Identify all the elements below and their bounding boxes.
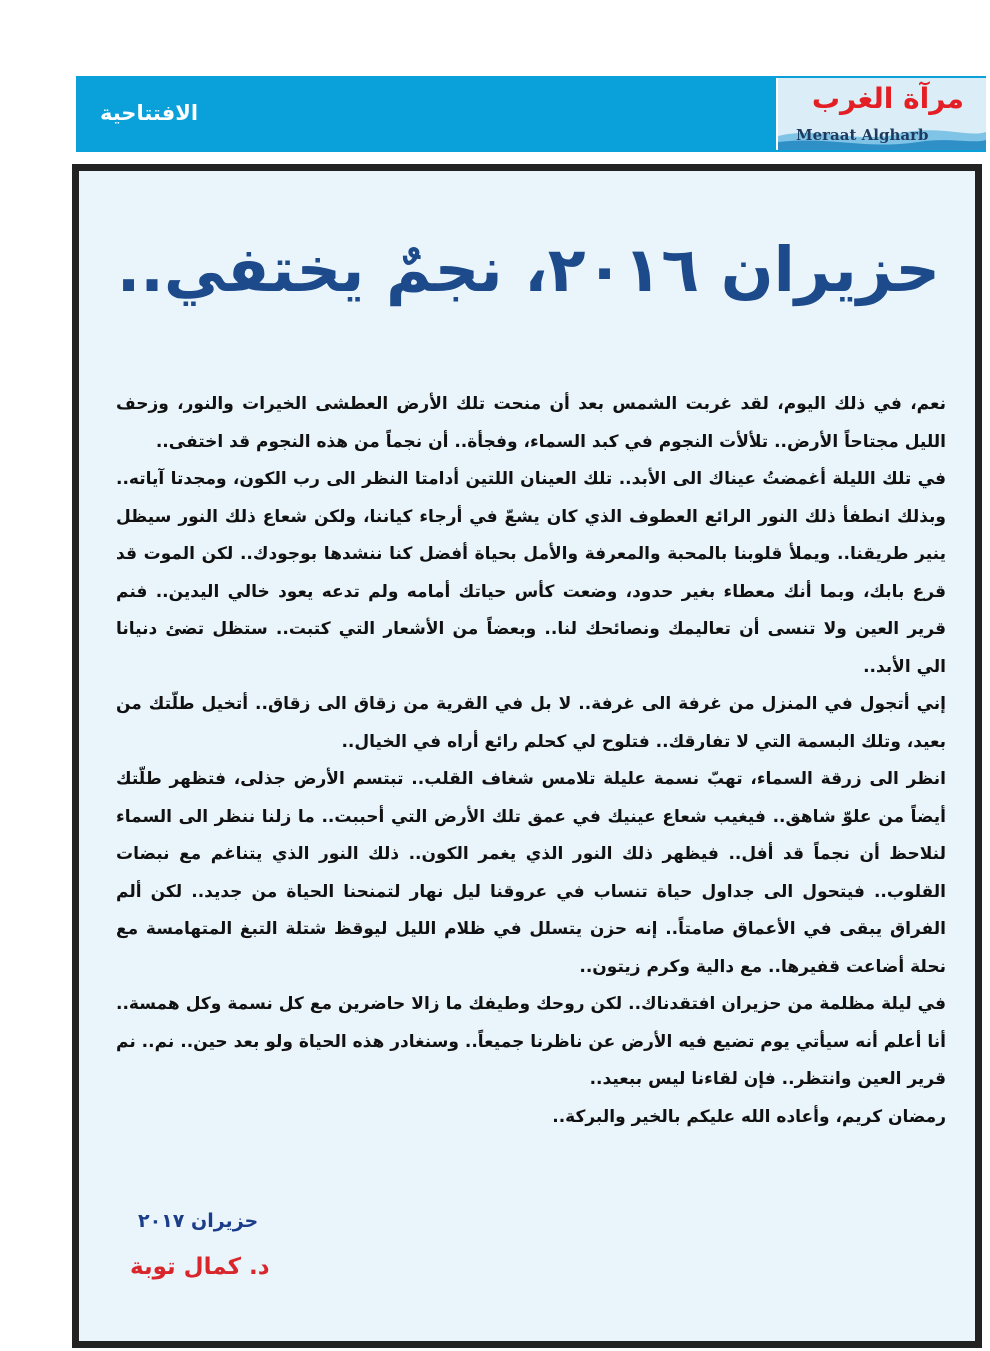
paragraph: إني أتجول في المنزل من غرفة الى غرفة.. لا بل في القرية من زقاق الى زقاق.. أتخيل طلّتك من بعيد، وتلك البسمة التي لا تفارقك.. فتلوح لي كحلم رائع أراه في الخيال.. <box>116 694 946 752</box>
logo-arabic-text: مرآة الغرب <box>811 82 964 115</box>
article-body <box>116 386 946 1136</box>
magazine-logo <box>776 78 986 150</box>
paragraph: في تلك الليلة أغمضتُ عيناك الى الأبد.. تلك العينان اللتين أدامتا النظر الى رب الكون، ومجدتا آياته.. وبذلك انطفأ ذلك النور الرائع العطوف الذي كان يشعّ في أرجاء كياننا، ولكن شعاع ذلك النور سيظل ينير طريقنا.. ويملأ قلوبنا بالمحبة والمعرفة والأمل بحياة أفضل كنا ننشدها بوجودك.. لكن الموت قد قرع بابك، وبما أنك معطاء بغير حدود، وضعت كأس حياتك أمامه ولم تدعه يعود خالي اليدين.. فنم قرير العين ولا تنسى أن تعاليمك ونصائحك لنا.. وبعضاً من الأشعار التي كتبت.. ستظل تضئ دنيانا الي الأبد.. <box>116 469 946 677</box>
paragraph: نعم، في ذلك اليوم، لقد غربت الشمس بعد أن منحت تلك الأرض العطشى الخيرات والنور، وزحف الليل مجتاحاً الأرض.. تلألأت النجوم في كبد السماء، وفجأة.. أن نجماً من هذه النجوم قد اختفى.. <box>116 394 946 452</box>
article-author: د. كمال توبة <box>130 1254 270 1280</box>
article-title: حزيران ٢٠١٦، نجمٌ يختفي.. <box>116 233 940 306</box>
logo-latin-text: Meraat Algharb <box>796 126 929 144</box>
section-title: الافتتاحية <box>100 101 199 125</box>
paragraph: انظر الى زرقة السماء، تهبّ نسمة عليلة تلامس شغاف القلب.. تبتسم الأرض جذلى، فتظهر طلّتك أيضاً من علوّ شاهق.. فيغيب شعاع عينيك في عمق تلك الأرض التي أحببت.. ما زلنا ننظر الى السماء لنلاحظ أن نجماً قد أفل.. فيظهر ذلك النور الذي يغمر الكون.. ذلك النور الذي يتناغم مع نبضات القلوب.. فيتحول الى جداول حياة تنساب في عروقنا ليل نهار لتمنحنا الحياة من جديد.. لكن ألم الفراق يبقى في الأعماق صامتاً.. إنه حزن يتسلل في ظلام الليل ليوقظ شتلة التبغ المتهامسة مع نحلة أضاعت قفيرها.. مع دالية وكرم زيتون.. <box>116 769 946 977</box>
paragraph: رمضان كريم، وأعاده الله عليكم بالخير والبركة.. <box>552 1106 946 1127</box>
paragraph: في ليلة مظلمة من حزيران افتقدناك.. لكن روحك وطيفك ما زالا حاضرين مع كل نسمة وكل همسة.. أنا أعلم أنه سيأتي يوم تضيع فيه الأرض عن ناظرنا جميعاً.. وسنغادر هذه الحياة ولو بعد حين.. نم.. نم قرير العين وانتظر.. فإن لقاءنا ليس ببعيد.. <box>116 994 946 1089</box>
article-date: حزيران ٢٠١٧ <box>138 1210 259 1232</box>
